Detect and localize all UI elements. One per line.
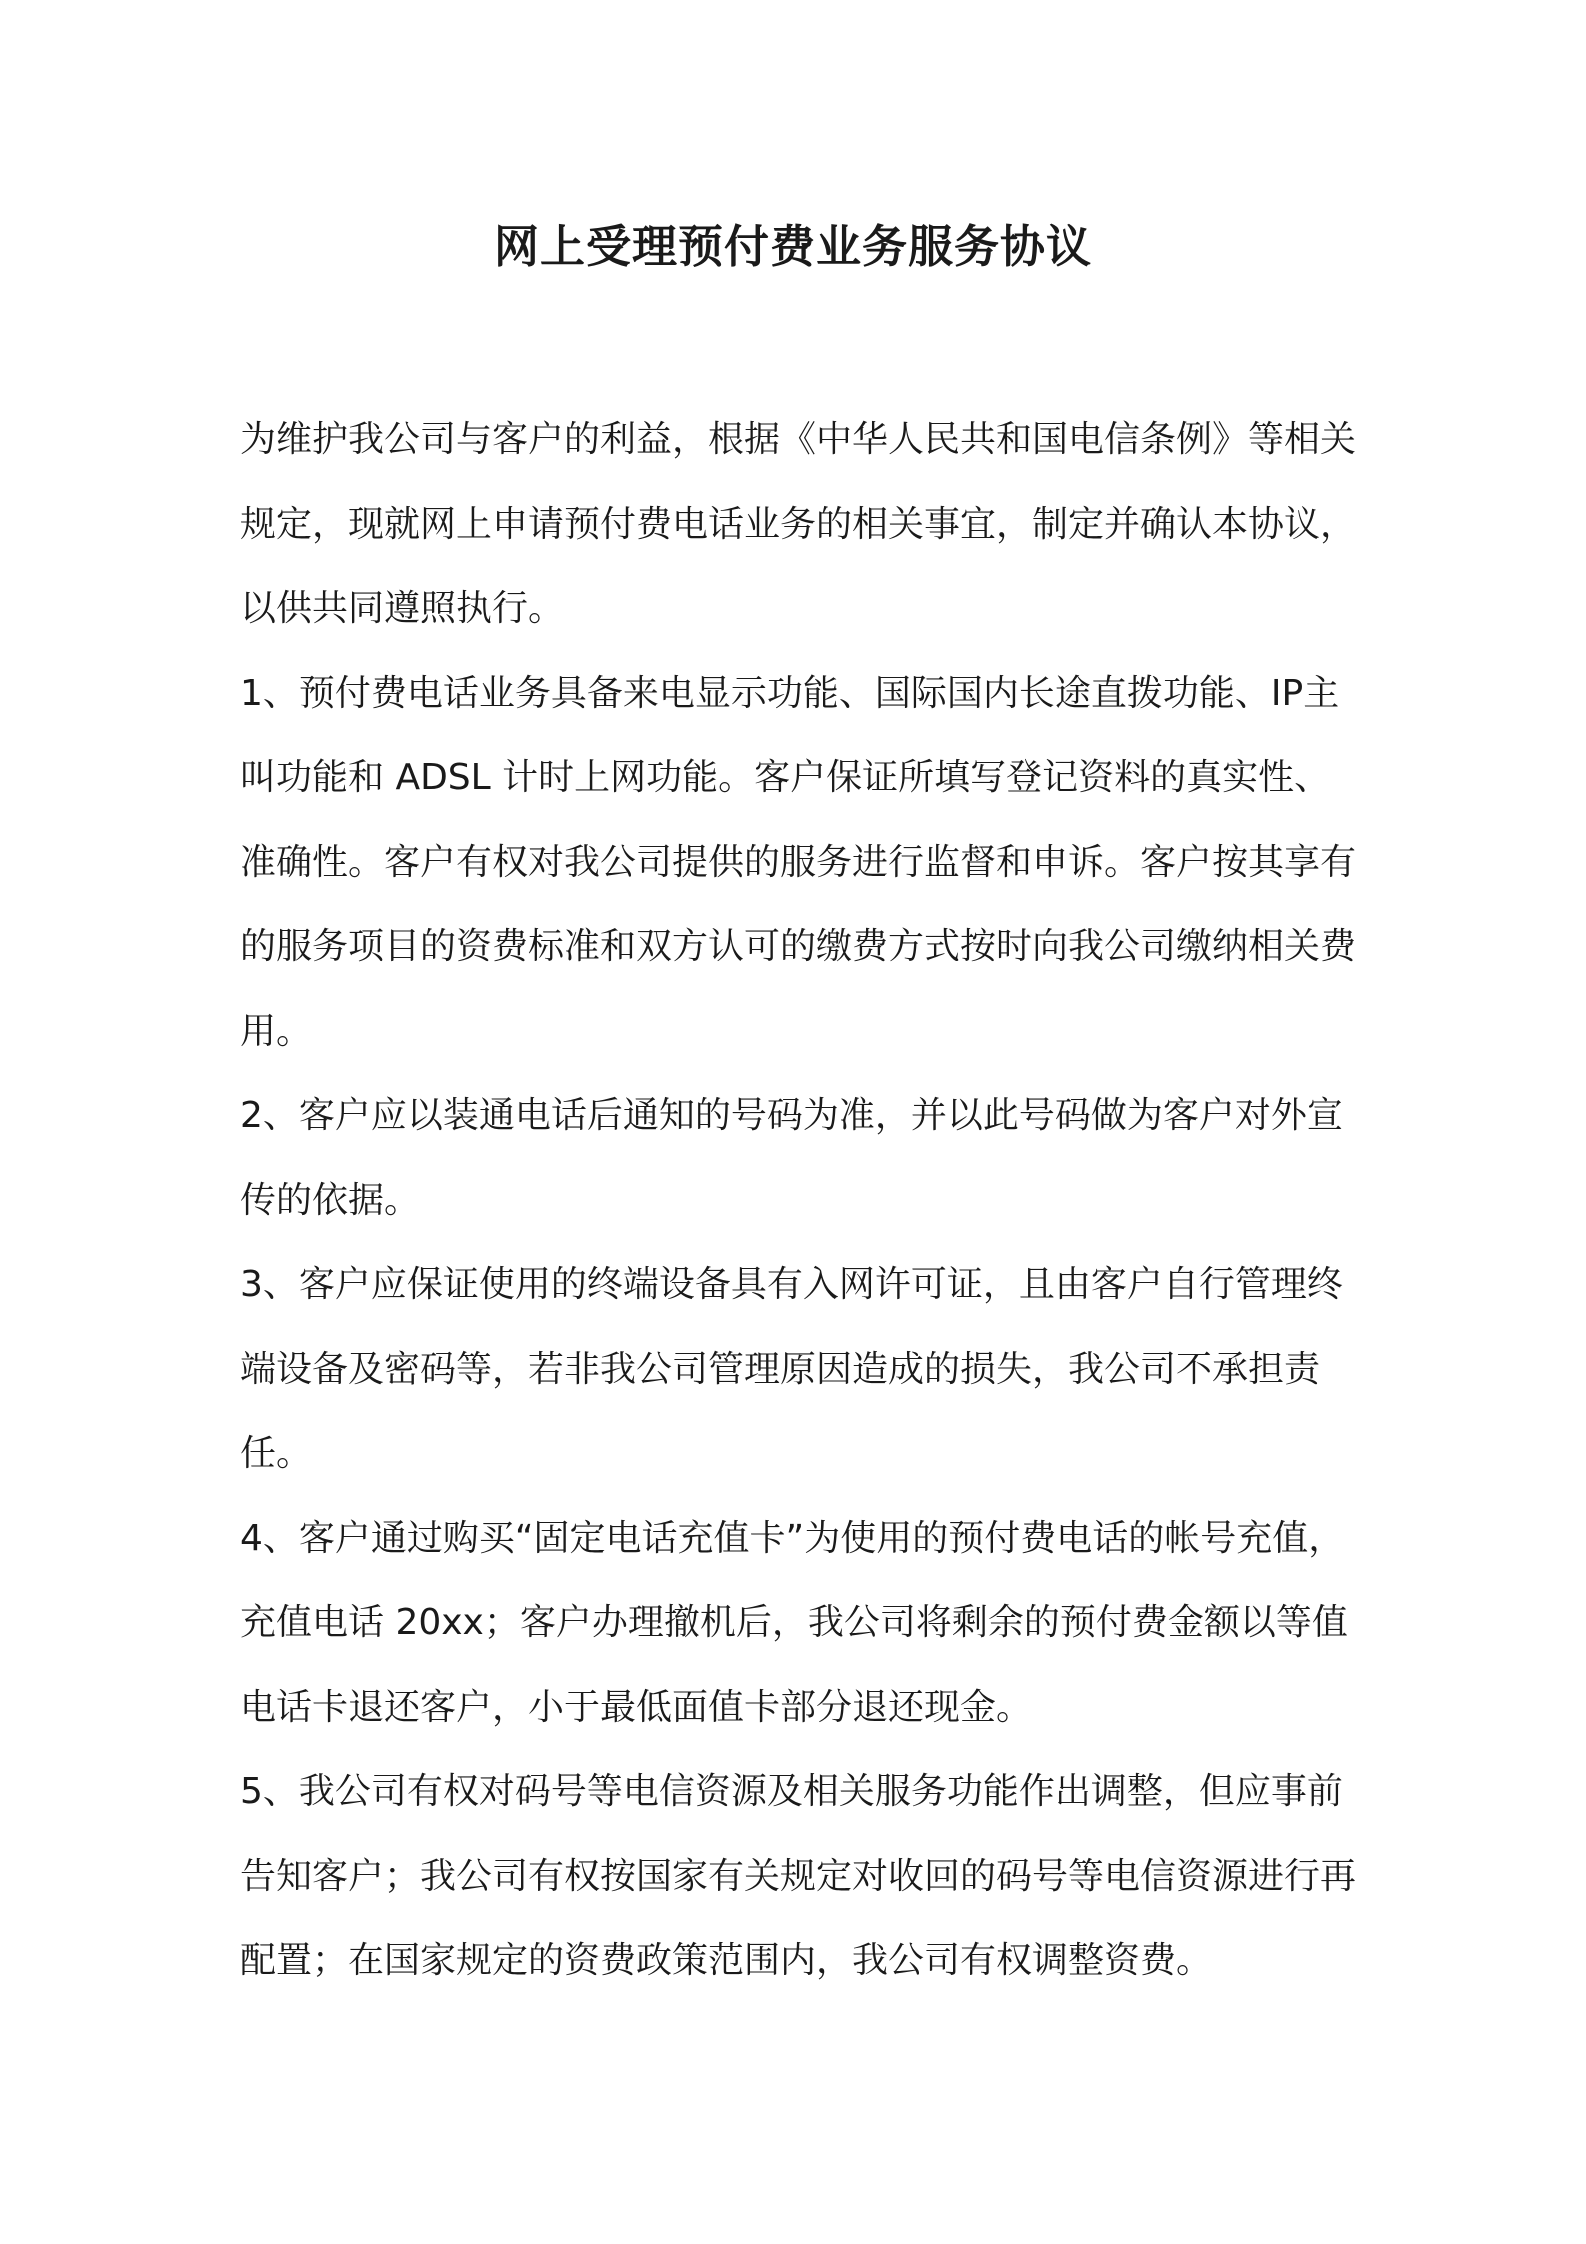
document-body: [240, 398, 1360, 2004]
clause-3: 3、客户应保证使用的终端设备具有入网许可证，且由客户自行管理终端设备及密码等，若非我公司管理原因造成的损失，我公司不承担责任。: [240, 1264, 1343, 1474]
clause-4: 4、客户通过购买“固定电话充值卡”为使用的预付费电话的帐号充值，充值电话 20xx；客户办理撤机后，我公司将剩余的预付费金额以等值电话卡退还客户，小于最低面值卡部分退还现金。: [240, 1517, 1348, 1728]
intro-paragraph: 为维护我公司与客户的利益，根据《中华人民共和国电信条例》等相关规定，现就网上申请预付费电话业务的相关事宜，制定并确认本协议，以供共同遵照执行。: [240, 419, 1357, 629]
clause-2: 2、客户应以装通电话后通知的号码为准，并以此号码做为客户对外宣传的依据。: [240, 1095, 1343, 1221]
document-title: 网上受理预付费业务服务协议: [493, 220, 1092, 273]
clause-1: 1、预付费电话业务具备来电显示功能、国际国内长途直拨功能、IP主叫功能和 ADSL 计时上网功能。客户保证所填写登记资料的真实性、准确性。客户有权对我公司提供的服务进行监督和申诉。客户按其享有的服务项目的资费标准和双方认可的缴费方式按时向我公司缴纳相关费用。: [240, 672, 1357, 1052]
clause-5: 5、我公司有权对码号等电信资源及相关服务功能作出调整，但应事前告知客户；我公司有权按国家有关规定对收回的码号等电信资源进行再配置；在国家规定的资费政策范围内，我公司有权调整资费。: [240, 1771, 1357, 1981]
